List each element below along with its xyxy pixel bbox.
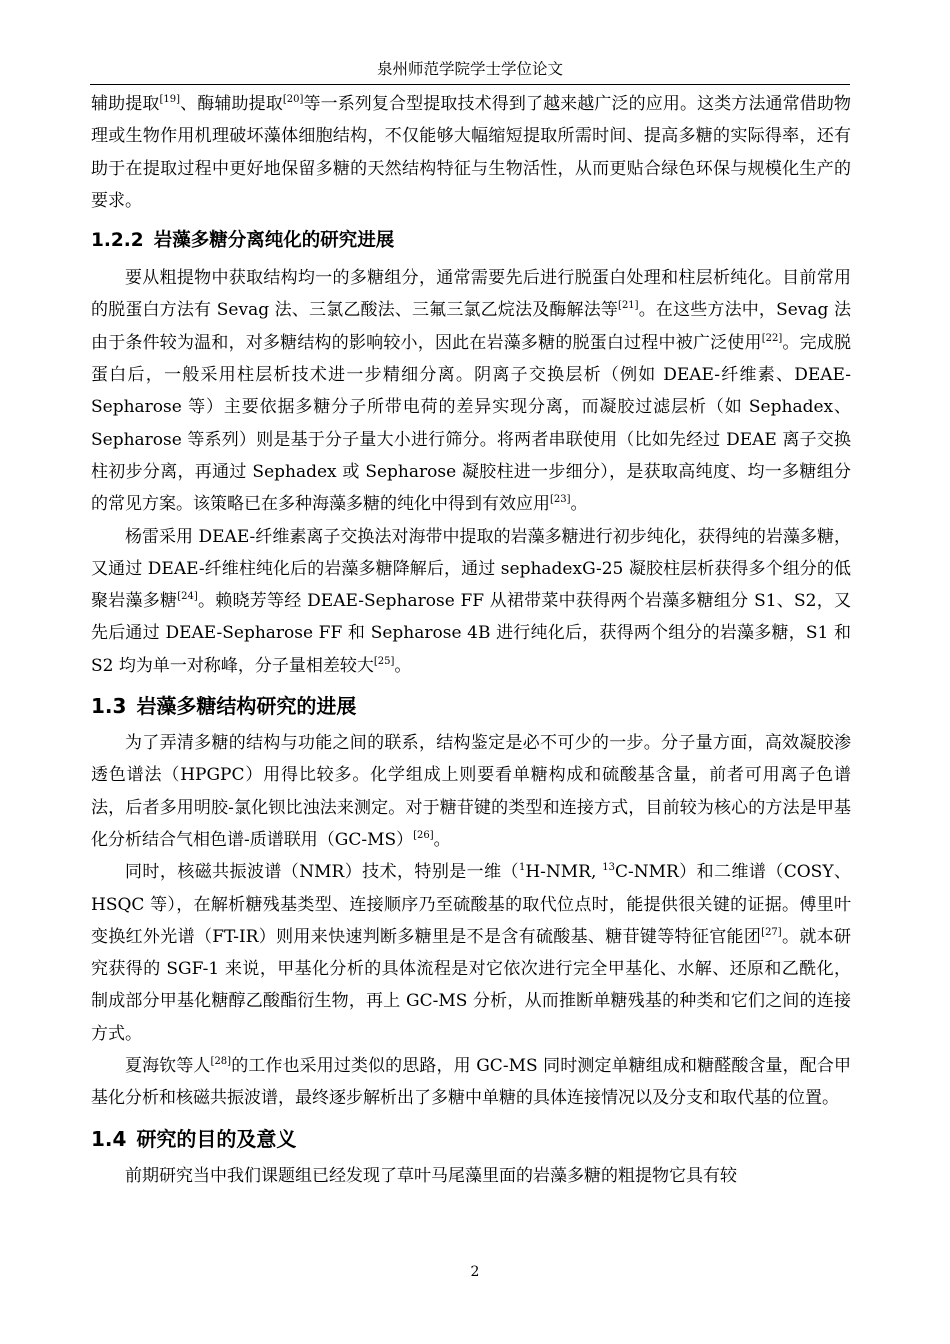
paragraph-purification-examples: 杨雷采用 DEAE-纤维素离子交换法对海带中提取的岩藻多糖进行初步纯化，获得纯的岩藻多糖，又通过 DEAE-纤维柱纯化后的岩藻多糖降解后，通过 sephadexG-25 凝胶柱层析获得多个组分的低聚岩藻多糖[24]。赖晓芳等经 DEAE-Sepharose FF 从裙带菜中获得两个岩藻多糖组分 S1、S2，又先后通过 DEAE-Sepharose FF 和 Sepharose 4B 进行纯化后，获得两个组分的岩藻多糖，S1 和 S2 均为单一对称峰，分子量相差较大[25]。	[91, 526, 852, 676]
paragraph-extraction-methods: 辅助提取[19]、酶辅助提取[20]等一系列复合型提取技术得到了越来越广泛的应用。这类方法通常借助物理或生物作用机理破坏藻体细胞结构，不仅能够大幅缩短提取所需时间、提高多糖的实际得率，还有助于在提取过程中更好地保留多糖的天然结构特征与生物活性，从而更贴合绿色环保与规模化生产的要求。	[91, 94, 852, 211]
isotope-superscript: 13	[602, 862, 615, 874]
paragraph-nmr-ftir: 同时，核磁共振波谱（NMR）技术，特别是一维（$^1$H-NMR, $^{13}$C-NMR）和二维谱（COSY、HSQC 等），在解析糖残基类型、连接顺序乃至硫酸基的取代位点时，能提供很关键的证据。傅里叶变换红外光谱（FT-IR）则用来快速判断多糖里是不是含有硫酸基、糖苷键等特征官能团[27]。就本研究获得的 SGF-1 来说，甲基化分析的具体流程是对它依次进行完全甲基化、水解、还原和乙酰化，制成部分甲基化糖醇乙酸酯衍生物，再上 GC-MS 分析，从而推断单糖残基的种类和它们之间的连接方式。	[91, 862, 851, 1044]
section-heading-1-3: 1.3 岩藻多糖结构研究的进展	[91, 694, 357, 719]
section-heading-1-4: 1.4 研究的目的及意义	[91, 1126, 297, 1151]
citation: [26]	[413, 829, 434, 841]
page-number: 2	[470, 1264, 480, 1280]
citation: [25]	[373, 655, 395, 667]
section-heading-1-2-2: 1.2.2 岩藻多糖分离纯化的研究进展	[91, 230, 395, 252]
running-header: 泉州师范学院学士学位论文	[376, 60, 563, 78]
citation: [28]	[210, 1056, 232, 1068]
citation: [20]	[282, 94, 304, 105]
paragraph-research-purpose: 前期研究当中我们课题组已经发现了草叶马尾藻里面的岩藻多糖的粗提物它具有较	[125, 1165, 737, 1186]
body-content	[91, 88, 851, 1192]
paragraph-structure-methods: 为了弄清多糖的结构与功能之间的联系，结构鉴定是必不可少的一步。分子量方面，高效凝胶渗透色谱法（HPGPC）用得比较多。化学组成上则要看单糖构成和硫酸基含量，前者可用离子色谱法，后者多用明胶-氯化钡比浊法来测定。对于糖苷键的类型和连接方式，目前较为核心的方法是甲基化分析结合气相色谱-质谱联用（GC-MS）[26]。	[91, 733, 851, 850]
citation: [21]	[618, 300, 639, 312]
isotope-superscript: 1	[518, 862, 526, 874]
citation: [24]	[177, 591, 198, 603]
citation: [22]	[761, 332, 783, 344]
paragraph-xia-work: 夏海钦等人[28]的工作也采用过类似的思路，用 GC-MS 同时测定单糖组成和糖醛酸含量，配合甲基化分析和核磁共振波谱，最终逐步解析出了多糖中单糖的具体连接情况以及分支和取代基的位置。	[91, 1056, 851, 1109]
citation: [27]	[761, 926, 782, 938]
header-rule	[90, 84, 850, 85]
paragraph-purification: 要从粗提物中获取结构均一的多糖组分，通常需要先后进行脱蛋白处理和柱层析纯化。目前常用的脱蛋白方法有 Sevag 法、三氯乙酸法、三氟三氯乙烷法及酶解法等[21]。在这些方法中，Sevag 法由于条件较为温和，对多糖结构的影响较小，因此在岩藻多糖的脱蛋白过程中被广泛使用[22]。完成脱蛋白后，一般采用柱层析技术进一步精细分离。阴离子交换层析（例如 DEAE-纤维素、DEAE-Sepharose 等）主要依据多糖分子所带电荷的差异实现分离，而凝胶过滤层析（如 Sephadex、Sepharose 等系列）则是基于分子量大小进行筛分。将两者串联使用（比如先经过 DEAE 离子交换柱初步分离，再通过 Sephadex 或 Sepharose 凝胶柱进一步细分），是获取高纯度、均一多糖组分的常见方案。该策略已在多种海藻多糖的纯化中得到有效应用[23]。	[91, 268, 852, 515]
citation: [19]	[159, 94, 180, 105]
citation: [23]	[550, 494, 571, 506]
